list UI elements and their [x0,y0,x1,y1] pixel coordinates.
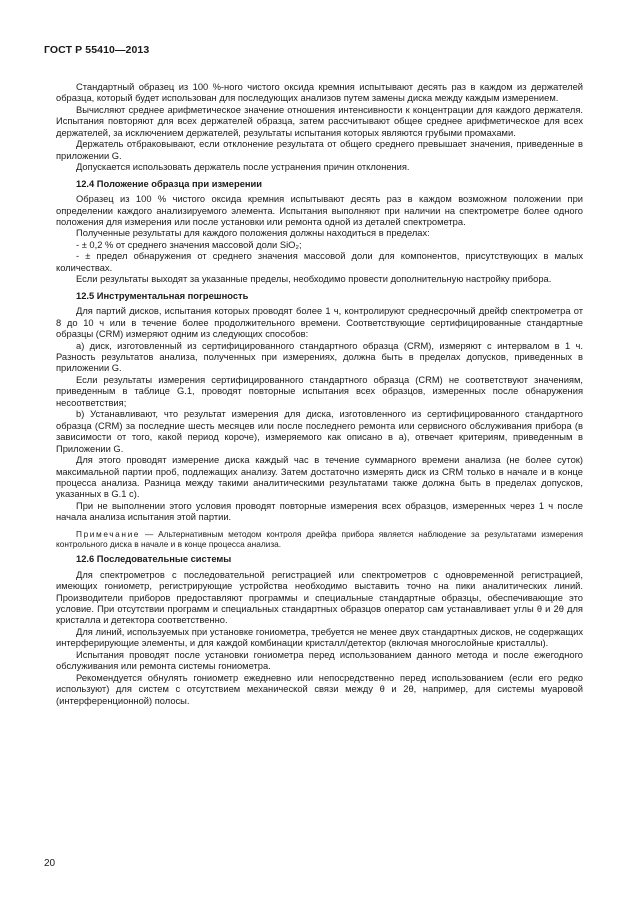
paragraph: Держатель отбраковывают, если отклонение результата от общего среднего превышает значения, приведенные в приложении G. [56,139,583,161]
paragraph: Рекомендуется обнулять гониометр ежедневно или непосредственно перед использованием (если его редко используют) для систем с отсутствием механической связи между θ и 2θ, например, для системы муаровой (интерференционной) полосы. [56,672,583,706]
note [56,529,583,549]
paragraph: Вычисляют среднее арифметическое значение отношения интенсивности к концентрации для каждого держателя. Испытания повторяют для всех держателей образца, затем рассчитывают общее среднее арифметическое для всех держателей, за исключением держателей, результаты испытания которых являются грубыми промахами. [56,104,583,138]
paragraph: Образец из 100 % чистого оксида кремния испытывают десять раз в каждом возможном положении при определении каждого анализируемого элемента. Испытания выполняют при наличии на спектрометре более одного положения для измерения или после установки или ремонта одной из деталей спектрометра. [56,194,583,227]
paragraph: b) Устанавливают, что результат измерения для диска, изготовленного из сертифицированного стандартного образца (CRM) за последние шесть месяцев или после последнего ремонта или сервисного обслуживания прибора (в зависимости от того, какой период короче), измеряемого как описано в а), отвечает критериям, приведенным в Приложении G. [56,409,583,454]
paragraph: Допускается использовать держатель после устранения причин отклонения. [76,162,410,173]
note-text: — Альтернативным методом контроля дрейфа прибора является наблюдение за результатами измерения контрольного диска в начале и в конце процесса анализа. [56,528,583,549]
paragraph: Для спектрометров с последовательной регистрацией или спектрометров с одновременной регистрацией, имеющих гониометр, регистрирующие устройства необходимо выставить точно на пики аналитических линий. Производители приборов предоставляют программы и специальные стандартные образцы, обеспечивающие это условие. При отсутствии программ и специальных стандартных образцов оператор сам устанавливает углы θ и 2θ для кристалла и детектора соответственно. [56,569,583,626]
list-item: - ± предел обнаружения от среднего значения массовой доли для компонентов, присутствующих в малых количествах. [56,251,583,273]
standard-header: ГОСТ Р 55410—2013 [44,44,150,56]
section-heading-12-6: 12.6 Последовательные системы [76,554,232,565]
paragraph: а) диск, изготовленный из сертифицированного стандартного образца (CRM), измеряют с интервалом в 1 ч. Разность результатов анализа, полученных при измерениях, должна быть в пределах допусков, приведенных в приложении G. [56,340,583,374]
paragraph: Испытания проводят после установки гониометра перед использованием данного метода и после ежегодного обслуживания или ремонта системы гониометра. [56,649,583,672]
note-label: Примечание [76,528,141,539]
page-number: 20 [44,858,56,869]
section-heading-12-5: 12.5 Инструментальная погрешность [76,290,249,301]
list-item: - ± 0,2 % от среднего значения массовой доли SiO₂; [76,239,302,250]
paragraph: При не выполнении этого условия проводят повторные измерения всех образцов, измеренных через 1 ч после начала анализа испытания этой партии. [56,500,583,523]
paragraph: Стандартный образец из 100 %-ного чистого оксида кремния испытывают десять раз в каждом из держателей образца, который будет использован для последующих анализов путем замены диска между каждым измерением. [56,82,583,104]
paragraph: Для партий дисков, испытания которых проводят более 1 ч, контролируют среднесрочный дрейф спектрометра от 8 до 10 ч или в течение более продолжительного времени. Соответствующие сертифицированные стандартные образцы (CRM) измеряют одним из следующих способов: [56,306,583,340]
paragraph: Для этого проводят измерение диска каждый час в течение суммарного времени анализа (не более суток) максимальной партии проб, подлежащих анализу. Затем достаточно измерять диск из CRM только в начале и в конце процесса анализа. Разница между такими аналитическими результатами также должна быть в пределах допусков, указанных в G.1 с). [56,455,583,500]
paragraph: Если результаты выходят за указанные пределы, необходимо провести дополнительную настройку прибора. [76,274,552,285]
section-heading-12-4: 12.4 Положение образца при измерении [76,178,263,189]
paragraph: Если результаты измерения сертифицированного стандартного образца (CRM) не соответствуют значениям, приведенным в таблице G.1, проводят повторные испытания всех образцов, измеренных после обнаружения несоответствия; [56,374,583,408]
paragraph: Для линий, используемых при установке гониометра, требуется не менее двух стандартных дисков, не содержащих интерферирующие элементы, и для каждой комбинации кристалл/детектор (включая многослойные кристаллы). [56,626,583,649]
document-body [56,82,583,707]
paragraph: Полученные результаты для каждого положения должны находиться в пределах: [76,228,430,239]
